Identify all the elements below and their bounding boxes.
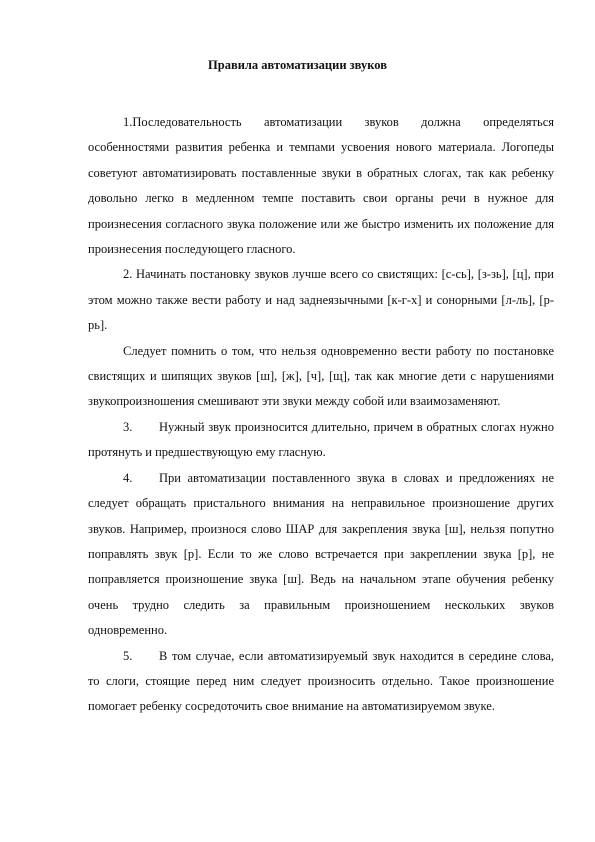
paragraph-2 — [88, 262, 554, 338]
paragraph-number: 4. — [123, 470, 133, 485]
paragraph-note — [88, 339, 554, 415]
paragraph-5 — [88, 644, 554, 720]
document-body — [88, 110, 554, 720]
paragraph-text: Нужный звук произносится длительно, причем в обратных слогах нужно протянуть и предшествующую ему гласную. — [88, 419, 554, 460]
paragraph-text: 1.Последовательность автоматизации звуков должна определяться особенностями развития ребенка и темпами усвоения нового материала. Логопеды советуют автоматизировать поставленные звуки в обратных слогах, так как ребенку довольно легко в медленном темпе поставить свои органы речи в нужное для произнесения согласного звука положение или же быстро изменить их положение для произнесения последующего гласного. — [88, 115, 554, 257]
paragraph-text: В том случае, если автоматизируемый звук находится в середине слова, то слоги, стоящие перед ним следует произносить отдельно. Такое произношение помогает ребенку сосредоточить свое внимание на автоматизируемом звуке. — [88, 648, 554, 714]
paragraph-1 — [88, 110, 554, 262]
paragraph-3 — [88, 415, 554, 466]
paragraph-number: 3. — [123, 419, 133, 434]
paragraph-text: При автоматизации поставленного звука в словах и предложениях не следует обращать пристального внимания на неправильное произношение других звуков. Например, произнося слово ШАР для закрепления звука [ш], нельзя попутно поправлять звук [р]. Если то же слово встречается при закреплении звука [р], не поправляется произношение звука [ш]. Ведь на начальном этапе обучения ребенку очень трудно следить за правильным произношением нескольких звуков одновременно. — [88, 470, 554, 638]
document-title: Правила автоматизации звуков — [208, 58, 387, 72]
paragraph-4 — [88, 466, 554, 644]
paragraph-text: Следует помнить о том, что нельзя одновременно вести работу по постановке свистящих и шипящих звуков [ш], [ж], [ч], [щ], так как многие дети с нарушениями звукопроизношения смешивают эти звуки между собой или взаимозаменяют. — [88, 343, 554, 409]
paragraph-number: 5. — [123, 648, 133, 663]
paragraph-text: 2. Начинать постановку звуков лучше всего со свистящих: [с-сь], [з-зь], [ц], при этом можно также вести работу и над заднеязычными [к-г-х] и сонорными [л-ль], [р-рь]. — [88, 267, 554, 333]
